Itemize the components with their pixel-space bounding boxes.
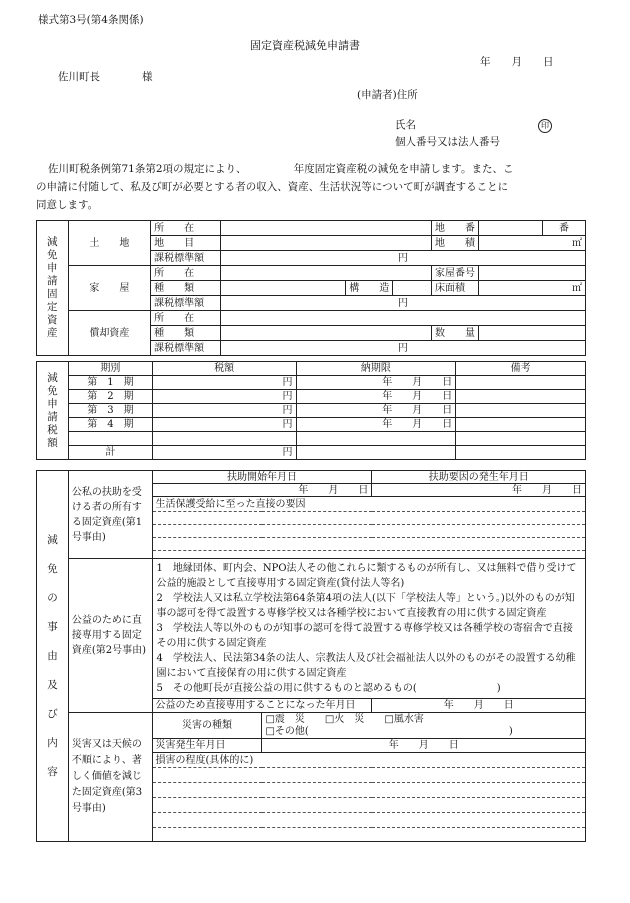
asset-table: [36, 220, 586, 356]
table-row: [37, 432, 586, 446]
public-use-date[interactable]: 年 月 日: [372, 699, 586, 713]
period-1: 第 1 期: [68, 376, 152, 390]
welfare-cause-line-4[interactable]: [152, 551, 586, 559]
disaster-options-line-2[interactable]: □その他( ): [265, 725, 513, 737]
seal-icon: 印: [538, 119, 552, 133]
lot-number-label: 地 番: [432, 221, 479, 236]
damage-line-3[interactable]: [152, 798, 586, 813]
reason-section-label: 減免の事由及び内容: [37, 471, 69, 842]
asset-section-label: 減免申請固定資産: [37, 221, 69, 356]
public-use-item-4: 4 学校法人、民法第34条の法人、宗教法人及び社会福祉法人以外のものがその設置する幼稚園において直接保育の用に供する固定資産: [156, 653, 576, 679]
welfare-cause-line-2[interactable]: [152, 525, 586, 538]
intro-line-2: の申請に付随して、私及び町が必要とする者の収入、資産、生活状況等について町が調査することに: [36, 181, 509, 193]
period-2: 第 2 期: [68, 390, 152, 404]
period-4: 第 4 期: [68, 418, 152, 432]
damage-line-2[interactable]: [152, 783, 586, 798]
public-use-date-label: 公益のため直接専用することになった年月日: [152, 699, 372, 713]
depreciable-type-label: 種 類: [151, 326, 221, 341]
house-location-field[interactable]: [220, 266, 431, 281]
floor-area-label: 床面積: [432, 281, 479, 296]
land-label: 土 地: [68, 221, 151, 266]
reason-1-label: 公私の扶助を受ける者の所有する固定資産(第1号事由): [68, 471, 152, 559]
tax-section-label: 減免申請税額: [37, 362, 69, 460]
disaster-type-options[interactable]: [262, 713, 586, 739]
empty-amount[interactable]: [152, 432, 296, 446]
assistance-start-date[interactable]: 年 月 日: [152, 484, 372, 497]
tax-amount-1[interactable]: 円: [152, 376, 296, 390]
house-location-label: 所 在: [151, 266, 221, 281]
public-use-item-3: 3 学校法人等以外のものが知事の認可を得て設置する専修学校又は各種学校の寄宿舎で直接その用に供する固定資産: [156, 623, 573, 649]
depreciable-location-field[interactable]: [220, 311, 585, 326]
quantity-field[interactable]: [479, 326, 586, 341]
empty-remarks[interactable]: [456, 432, 586, 446]
assistance-cause-header: 扶助要因の発生年月日: [372, 471, 586, 484]
intro-line-3: 同意します。: [36, 199, 99, 211]
due-date-1[interactable]: 年 月 日: [296, 376, 456, 390]
damage-line-5[interactable]: [152, 828, 586, 842]
reason-3-label: 災害又は天候の不順により、著しく価値を減じた固定資産(第3号事由): [68, 713, 152, 842]
public-use-item-5: 5 その他町長が直接公益の用に供するものと認めるもの( ): [156, 683, 501, 694]
land-category-label: 地 目: [151, 236, 221, 251]
depreciable-std-value-field[interactable]: 円: [220, 341, 585, 356]
reason-2-label: 公益のために直接専用する固定資産(第2号事由): [68, 559, 152, 713]
remarks-1[interactable]: [456, 376, 586, 390]
tax-amount-3[interactable]: 円: [152, 404, 296, 418]
form-number: 様式第3号(第4条関係): [38, 14, 144, 26]
house-label: 家 屋: [68, 266, 151, 311]
land-std-value-field[interactable]: 円: [220, 251, 585, 266]
tax-amount-4[interactable]: 円: [152, 418, 296, 432]
disaster-date[interactable]: 年 月 日: [262, 739, 586, 753]
form-title: 固定資産税減免申請書: [250, 39, 360, 52]
table-row: [37, 376, 586, 390]
disaster-options-line-1[interactable]: □震 災 □火 災 □風水害: [265, 713, 424, 725]
total-date-blank: [296, 446, 456, 460]
applicant-address-label: (申請者)住所: [357, 89, 418, 101]
table-row: [37, 404, 586, 418]
table-row: [37, 418, 586, 432]
house-number-label: 家屋番号: [432, 266, 479, 281]
remarks-4[interactable]: [456, 418, 586, 432]
house-structure-label: 構 造: [346, 281, 393, 296]
land-area-label: 地 積: [432, 236, 479, 251]
damage-line-1[interactable]: [152, 768, 586, 783]
id-number-label: 個人番号又は法人番号: [395, 136, 500, 148]
house-type-field[interactable]: [220, 281, 346, 296]
empty-period[interactable]: [68, 432, 152, 446]
welfare-cause-line-1[interactable]: [152, 512, 586, 525]
floor-area-unit[interactable]: ㎡: [479, 281, 586, 296]
welfare-cause-line-3[interactable]: [152, 538, 586, 551]
applicant-name-label: 氏名: [395, 119, 416, 131]
welfare-cause-label: 生活保護受給に至った直接の要因: [152, 497, 586, 512]
depreciable-type-field[interactable]: [220, 326, 431, 341]
reason-table: [36, 470, 586, 842]
total-amount[interactable]: 円: [152, 446, 296, 460]
house-std-value-field[interactable]: 円: [220, 296, 585, 311]
land-std-value-label: 課税標準額: [151, 251, 221, 266]
remarks-3[interactable]: [456, 404, 586, 418]
tax-amount-2[interactable]: 円: [152, 390, 296, 404]
tax-table: [36, 361, 586, 460]
house-number-field[interactable]: [479, 266, 586, 281]
public-use-items: [152, 559, 586, 699]
land-location-label: 所 在: [151, 221, 221, 236]
land-location-field[interactable]: [220, 221, 431, 236]
damage-line-4[interactable]: [152, 813, 586, 828]
public-use-item-2: 2 学校法人又は私立学校法第64条第4項の法人(以下「学校法人等」という。)以外のものが知事の認可を得て設置する専修学校又は各種学校において直接教育の用に供する固定資産: [156, 593, 575, 619]
house-std-value-label: 課税標準額: [151, 296, 221, 311]
public-use-item-1: 1 地縁団体、町内会、NPO法人その他これらに類するものが所有し、又は無料で借り受けて公益的施設として直接専用する固定資産(貸付法人等名): [156, 563, 577, 589]
period-3: 第 3 期: [68, 404, 152, 418]
due-date-4[interactable]: 年 月 日: [296, 418, 456, 432]
depreciable-location-label: 所 在: [151, 311, 221, 326]
house-type-label: 種 類: [151, 281, 221, 296]
depreciable-asset-label: 償却資産: [68, 311, 151, 356]
total-remarks-blank: [456, 446, 586, 460]
assistance-start-header: 扶助開始年月日: [152, 471, 372, 484]
quantity-label: 数 量: [432, 326, 479, 341]
assistance-cause-date[interactable]: 年 月 日: [372, 484, 586, 497]
damage-degree-label: 損害の程度(具体的に): [152, 753, 586, 768]
remarks-2[interactable]: [456, 390, 586, 404]
lot-suffix: 番: [542, 221, 585, 236]
lot-number-field[interactable]: [479, 221, 543, 236]
empty-date[interactable]: [296, 432, 456, 446]
addressee: 佐川町長 様: [58, 71, 153, 83]
period-header: 期別: [68, 362, 152, 376]
due-date-2[interactable]: 年 月 日: [296, 390, 456, 404]
disaster-type-label: 災害の種類: [152, 713, 262, 739]
application-date: 年 月 日: [480, 56, 554, 68]
intro-line-1: 佐川町税条例第71条第2項の規定により、 年度固定資産税の減免を申請します。また、こ: [48, 163, 514, 175]
disaster-date-label: 災害発生年月日: [152, 739, 262, 753]
house-structure-field[interactable]: [393, 281, 432, 296]
land-area-unit[interactable]: ㎡: [479, 236, 586, 251]
due-date-3[interactable]: 年 月 日: [296, 404, 456, 418]
total-label: 計: [68, 446, 152, 460]
depreciable-std-value-label: 課税標準額: [151, 341, 221, 356]
remarks-header: 備考: [456, 362, 586, 376]
due-date-header: 納期限: [296, 362, 456, 376]
tax-amount-header: 税額: [152, 362, 296, 376]
table-row: [37, 390, 586, 404]
land-category-field[interactable]: [220, 236, 431, 251]
